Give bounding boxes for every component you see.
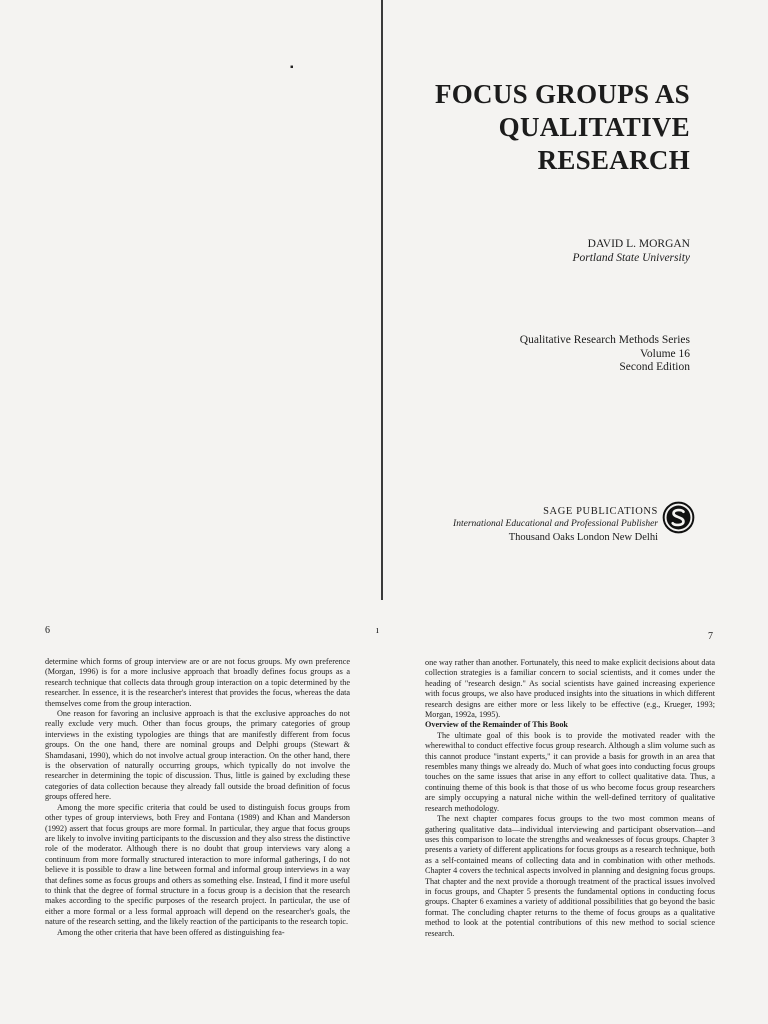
- paragraph: The ultimate goal of this book is to provide the motivated reader with the wherewithal to conduct effective focus group research. Although a slim volume such as this cannot produce "instant experts," it can provide a basis for growth in an area that resembles many things we already do. Much of what goes into conducting focus groups touches on the same issues that arise in any effort to collect qualitative data. Thus, a continuing theme of this book is that those of us who become focus group researchers are simply occupying a natural niche within the well-defined territory of qualitative research methodology.: [425, 730, 715, 813]
- paragraph: One reason for favoring an inclusive approach is that the exclusive approaches do not really exclude very much. Other than focus groups, the primary categories of group interviews in the existing typologies are things that are manifestly different from focus groups. On the one hand, there are nominal groups and Delphi groups (Stewart & Shamdasani, 1990), which do not involve actual group interaction. On the other hand, there is the observation of naturally occurring groups, which typically do not involve the researcher in determining the topic of discussion. Thus, little is gained by excluding these categories of data collection because they already fall outside the broad definition of focus groups offered here.: [45, 709, 350, 802]
- author-name: DAVID L. MORGAN: [587, 238, 690, 250]
- series-line: Qualitative Research Methods Series: [519, 334, 690, 346]
- scan-speck: ▪: [290, 62, 294, 73]
- page-fold-line: [381, 0, 383, 600]
- title-line: FOCUS GROUPS AS: [434, 79, 690, 109]
- paragraph: Among the more specific criteria that could be used to distinguish focus groups from other types of group interviews, both Frey and Fontana (1989) and Khan and Manderson (1992) assert that focus groups are more formal. In particular, they argue that focus groups are likely to involve inviting participants to the discussion and they also stress the distinctive role of the moderator. Although there is no doubt that group interviews vary along a continuum from more formally structured interaction to more informal gatherings, I do not believe it is possible to draw a line between formal and informal group interviews in a way that defines some as focus groups and others as something else. Instead, I find it more useful to think that the degree of formal structure in a focus group is a decision that the research makes according to the specific purposes of the research project. In particular, the use of either a more formal or a less formal approach will depend on the researcher's goals, the nature of the research setting, and the likely reaction of the participants to the research topic.: [45, 802, 350, 927]
- page-number-left: 6: [45, 625, 50, 636]
- scan-speck: ı: [376, 625, 379, 636]
- title-line: QUALITATIVE: [498, 112, 690, 142]
- sage-s-logo-icon: [662, 501, 695, 534]
- publisher-block: [453, 505, 658, 544]
- series-line: Second Edition: [619, 361, 690, 373]
- paragraph: Among the other criteria that have been offered as distinguishing fea-: [57, 927, 285, 937]
- publisher-tagline: International Educational and Professional Publisher: [453, 519, 658, 529]
- publisher-name: SAGE PUBLICATIONS: [543, 506, 658, 517]
- left-page-body: [45, 657, 350, 938]
- publisher-cities: Thousand Oaks London New Delhi: [508, 532, 658, 543]
- paragraph: one way rather than another. Fortunately, this need to make explicit decisions about data collection strategies is a familiar concern to social scientists, and it comes under the heading of "research design." As social scientists have gained increasing experience with focus groups, we also have produced insights into the situations in which different research designs are either more or less likely to be effective (e.g., Krueger, 1993; Morgan, 1992a, 1995).: [425, 658, 715, 720]
- section-heading: Overview of the Remainder of This Book: [425, 720, 568, 730]
- paragraph: The next chapter compares focus groups to the two most common means of gathering qualitative data—individual interviewing and participant observation—and uses this comparison to locate the strengths and weaknesses of focus groups. Chapter 3 presents a variety of different applications for focus groups as a research technique, both as a self-contained means of collecting data and in combination with other methods. Chapter 4 covers the technical aspects involved in planning and designing focus groups. That chapter and the next provide a thorough treatment of the practical issues involved in focus groups, and Chapter 5 presents the fundamental options in conducting focus groups. Chapter 6 examines a variety of additional possibilities that go beyond the basic format. The concluding chapter returns to the theme of focus groups as a qualitative method to look at the potential contributions of this new method to social science research.: [425, 814, 715, 938]
- paragraph: determine which forms of group interview are or are not focus groups. My own preference (Morgan, 1996) is for a more inclusive approach that broadly defines focus groups as a research technique that collects data through group interaction on a topic determined by the researcher. In essence, it is the researcher's interest that provides the focus, whereas the data themselves come from the group interaction.: [45, 657, 350, 708]
- title-line: RESEARCH: [537, 145, 690, 175]
- page-number-right: 7: [708, 631, 713, 642]
- right-page-body: [425, 658, 715, 939]
- book-title: [390, 78, 690, 177]
- author-affiliation: Portland State University: [572, 252, 690, 264]
- series-info: [520, 334, 690, 375]
- series-line: Volume 16: [640, 347, 690, 360]
